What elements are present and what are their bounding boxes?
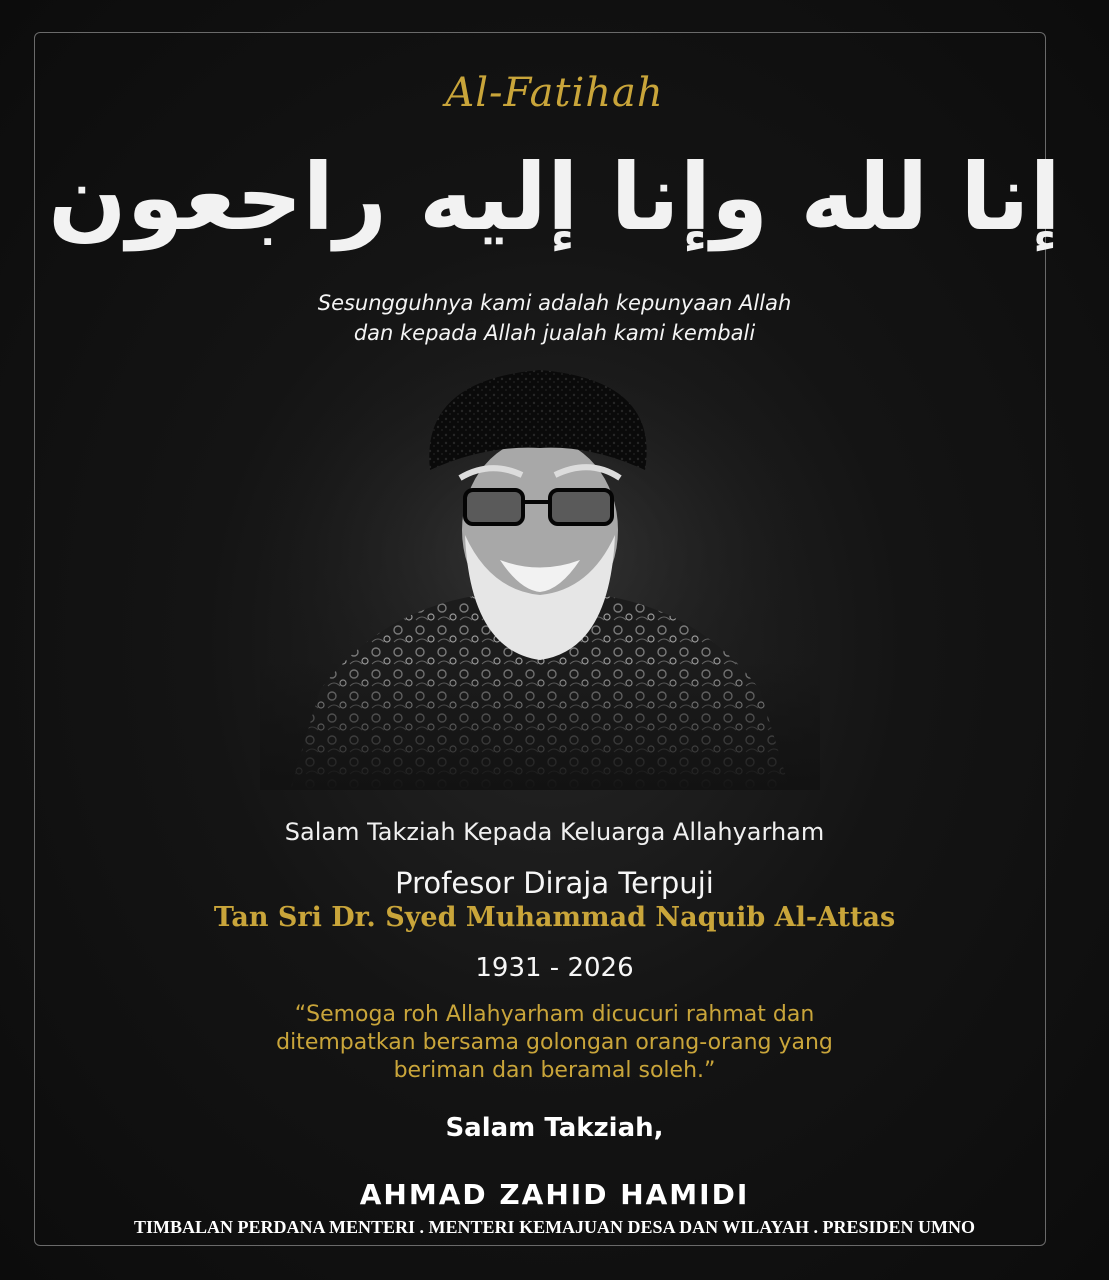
deceased-name: Tan Sri Dr. Syed Muhammad Naquib Al-Attas: [213, 902, 896, 933]
signatory-name: AHMAD ZAHID HAMIDI: [359, 1178, 750, 1211]
life-years: 1931 - 2026: [475, 953, 634, 983]
signoff-text: Salam Takziah,: [445, 1113, 664, 1143]
translation-line-2: dan kepada Allah jualah kami kembali: [353, 321, 756, 345]
prayer-line-3: beriman dan beramal soleh.”: [393, 1058, 716, 1083]
prayer-line-1: “Semoga roh Allahyarham dicucuri rahmat dan: [294, 1002, 815, 1027]
honorific-title: Profesor Diraja Terpuji: [395, 866, 714, 900]
translation-line-1: Sesungguhnya kami adalah kepunyaan Allah: [317, 291, 792, 315]
prayer-quote: [0, 1001, 1109, 1085]
translation-text: [0, 288, 1109, 348]
portrait-photo: [260, 360, 820, 790]
al-fatihah-title: Al-Fatihah: [445, 70, 664, 116]
prayer-line-2: ditempatkan bersama golongan orang-orang yang: [276, 1030, 833, 1055]
signatory-titles: TIMBALAN PERDANA MENTERI . MENTERI KEMAJUAN DESA DAN WILAYAH . PRESIDEN UMNO: [134, 1217, 975, 1237]
condolence-greeting: Salam Takziah Kepada Keluarga Allahyarham: [284, 818, 825, 846]
arabic-calligraphy: إنا لله وإنا إليه راجعون: [48, 144, 1061, 251]
